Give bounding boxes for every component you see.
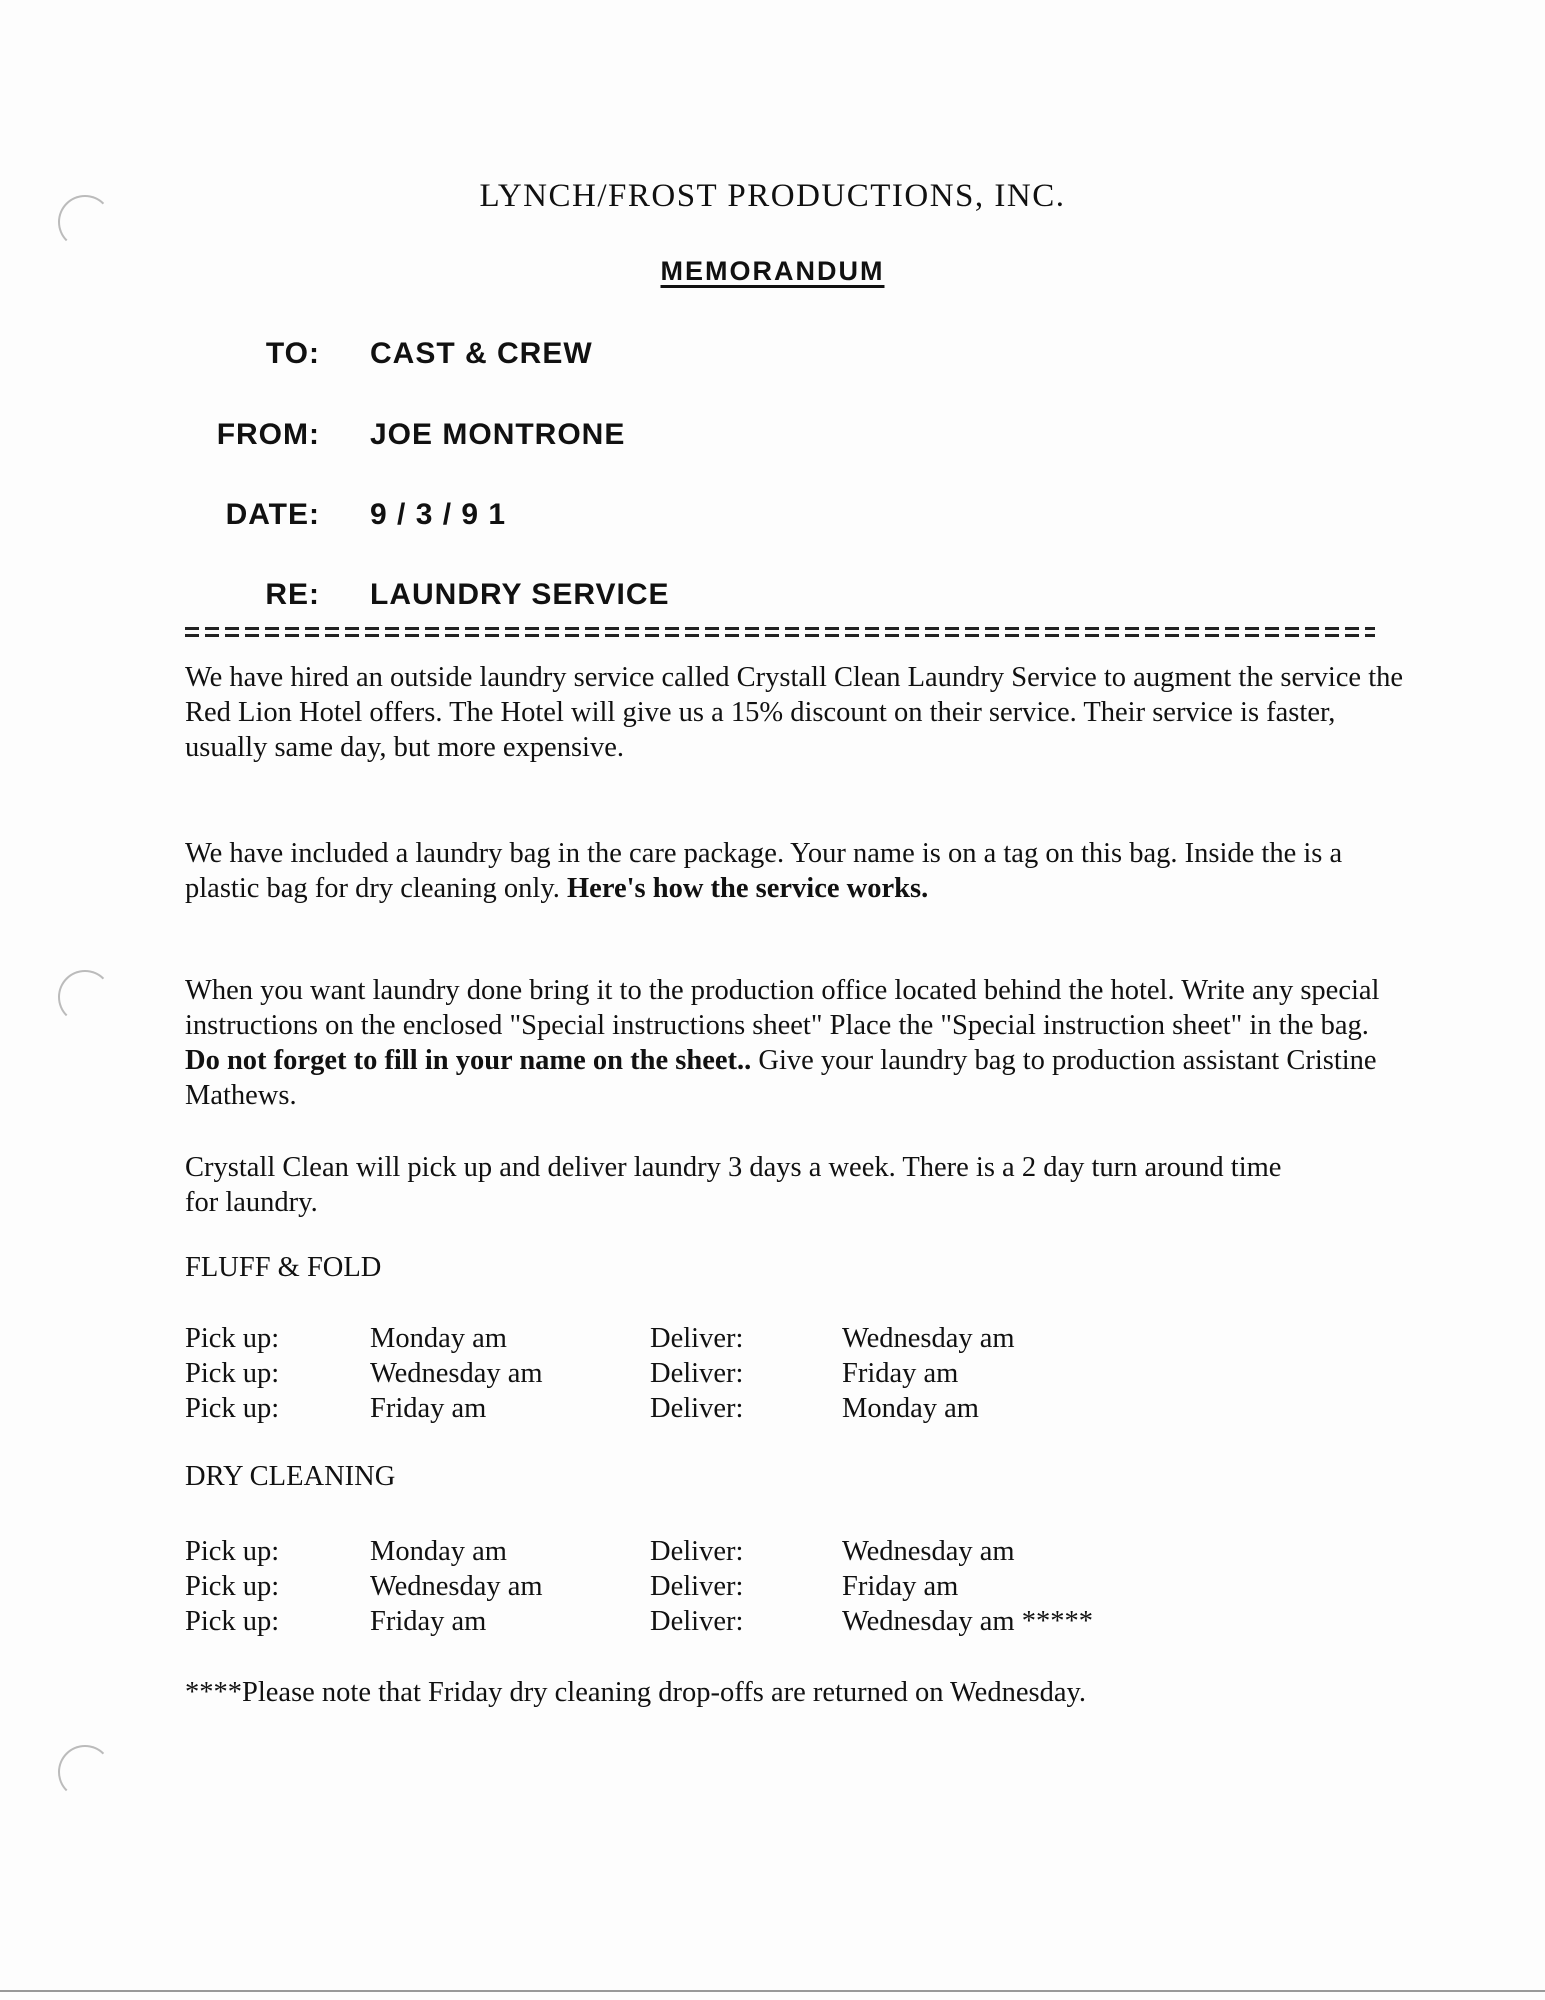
schedule-row: Pick up: Friday am Deliver: Wednesday am *****: [185, 1606, 1093, 1637]
section-title-dry-cleaning: DRY CLEANING: [185, 1461, 396, 1492]
paragraph-schedule: Crystall Clean will pick up and deliver laundry 3 days a week. There is a 2 day turn around time for laundry.: [185, 1152, 1282, 1218]
to-value: CAST & CREW: [370, 337, 593, 370]
paragraph-instructions: When you want laundry done bring it to the production office located behind the hotel. Write any special instructions on the enclosed "Special instructions sheet" Place the "Special instruction sheet" in the bag. Do not forget to fill in your name on the sheet.. Give your laundry bag to production assistant Cristine Mathews.: [185, 975, 1380, 1111]
schedule-row: Pick up: Wednesday am Deliver: Friday am: [185, 1571, 959, 1602]
page-edge: [0, 1990, 1545, 1992]
schedule-row: Pick up: Wednesday am Deliver: Friday am: [185, 1358, 959, 1389]
re-label: RE:: [265, 578, 320, 611]
date-value: 9 / 3 / 9 1: [370, 498, 507, 531]
date-label: DATE:: [225, 498, 320, 531]
punch-hole: [58, 970, 112, 1024]
document-type: MEMORANDUM: [660, 256, 885, 286]
section-title-fluff-fold: FLUFF & FOLD: [185, 1252, 382, 1283]
from-value: JOE MONTRONE: [370, 418, 626, 451]
to-label: TO:: [265, 337, 320, 370]
footnote: ****Please note that Friday dry cleaning drop-offs are returned on Wednesday.: [185, 1677, 1086, 1708]
schedule-row: Pick up: Friday am Deliver: Monday am: [185, 1393, 979, 1424]
from-label: FROM:: [216, 418, 320, 451]
paragraph-bag: We have included a laundry bag in the care package. Your name is on a tag on this bag. Inside the is a plastic bag for dry cleaning only. Here's how the service works.: [185, 838, 1343, 904]
double-dashed-divider: [185, 627, 1375, 639]
company-name: LYNCH/FROST PRODUCTIONS, INC.: [479, 178, 1066, 214]
schedule-row: Pick up: Monday am Deliver: Wednesday am: [185, 1323, 1015, 1354]
schedule-row: Pick up: Monday am Deliver: Wednesday am: [185, 1536, 1015, 1567]
paragraph-intro: We have hired an outside laundry service called Crystall Clean Laundry Service to augment the service the Red Lion Hotel offers. The Hotel will give us a 15% discount on their service. Their service is faster, usually same day, but more expensive.: [185, 662, 1404, 763]
re-value: LAUNDRY SERVICE: [370, 578, 670, 611]
punch-hole: [58, 1745, 112, 1799]
